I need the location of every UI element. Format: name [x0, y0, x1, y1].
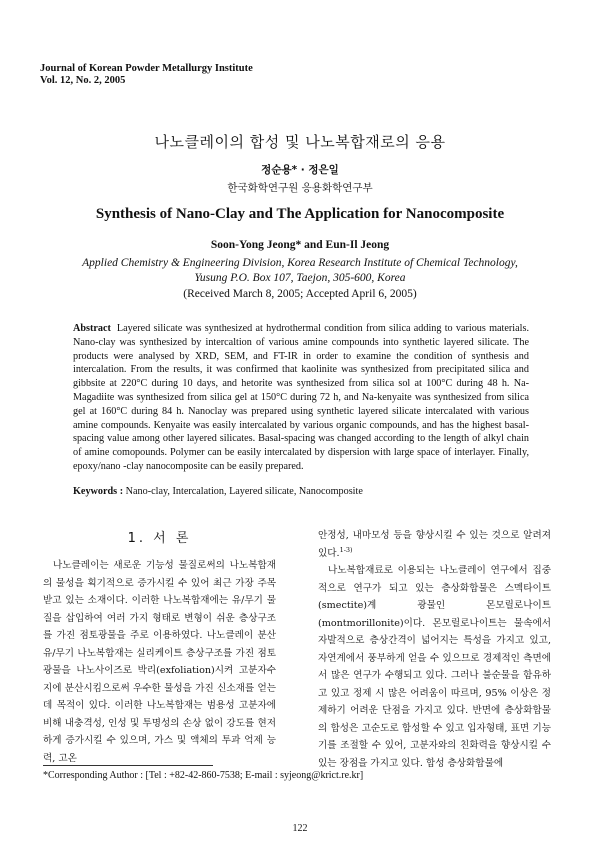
authors-english: Soon-Yong Jeong* and Eun-Il Jeong: [210, 239, 390, 251]
journal-header: [40, 63, 253, 87]
section-heading: 1. 서 론: [127, 531, 192, 546]
keywords-text: Nano-clay, Intercalation, Layered silicate, Nanocomposite: [125, 486, 363, 497]
body-column-right: [318, 527, 551, 772]
journal-volume: Vol. 12, No. 2, 2005: [40, 75, 126, 86]
affiliation-english: [0, 256, 600, 286]
abstract: [73, 322, 529, 474]
affiliation-line-1: Applied Chemistry & Engineering Division, Korea Research Institute of Chemical Technology,: [82, 257, 518, 269]
footnote-divider: [43, 765, 213, 766]
title-english: Synthesis of Nano-Clay and The Application for Nanocomposite: [95, 206, 505, 222]
title-korean: 나노클레이의 합성 및 나노복합재로의 응용: [154, 133, 446, 151]
keywords: [73, 486, 533, 497]
intro-paragraph-1: 나노클레이는 새로운 기능성 물질로써의 나노복합재의 물성을 획기적으로 증가시킬 수 있어 최근 가장 주목받고 있는 소재이다. 이러한 나노복합재에는 유/무기 물질을 삽입하여 여러 가지 형태로 변형이 쉬운 층상구조를 가진 점토광물을 주로 이용하였다. 나노클레이 분산 유/무기 나노복합재는 실리케이트 층상구조를 가진 점토광물을 나노사이즈로 박리(exfoliation)시켜 고분자수지에 분산시킴으로써 우수한 물성을 가진 신소재를 얻는데 목적이 있다. 이러한 나노복합재는 범용성 고분자에 비해 내충격성, 인성 및 투명성의 손상 없이 강도를 현저하게 증가시킬 수 있으며, 가스 및 액체의 투과 억제 능력, 고온: [43, 560, 276, 764]
reference-marker: 1-3): [339, 545, 353, 554]
keywords-label: Keywords :: [73, 486, 124, 497]
received-dates: (Received March 8, 2005; Accepted April 6, 2005): [183, 288, 417, 300]
affiliation-line-2: Yusung P.O. Box 107, Taejon, 305-600, Korea: [194, 272, 406, 284]
body-column-left: [43, 527, 276, 767]
paragraph-text: 안정성, 내마모성 등을 향상시킬 수 있는 것으로 알려져 있다.: [318, 530, 551, 559]
page-number: 122: [292, 823, 308, 834]
intro-paragraph-1-continued: [318, 527, 551, 562]
corresponding-author-footnote: *Corresponding Author : [Tel : +82-42-860-7538; E-mail : syjeong@krict.re.kr]: [43, 770, 364, 781]
affiliation-korean: 한국화학연구원 응용화학연구부: [227, 182, 373, 194]
authors-korean: 정순용* · 정은일: [261, 164, 339, 176]
abstract-text: Layered silicate was synthesized at hydrothermal condition from silica adding to various materials. Nano-clay was synthesized by intercaltion of various amine compounds into synthetic layered silicate. The products were analysed by XRD, SEM, and FT-IR in order to examine the condition of synthesis and intercalation. From the results, it was confirmed that kaolinite was synthesized from precipitated silica and gibbsite at 220°C during 10 days, and hetorite was synthesized from silica sol at 100°C during 48 h. Na-Magadiite was synthesized from silica gel at 150°C during 72 h, and Na-kenyaite was synthesized from silica gel at 160°C during 84 h. Nanoclay was prepared using synthetic layered silicate intercalated with various amine compounds. Kenyaite was easily intercalated by various organic compounds, and has the highest basal-spacing value among other layered silicates. Basal-spacing was changed according to the length of alkyl chain of amine comopounds. Polymer can be easily intercalated by dispersion with large space of interlayer. Finally, epoxy/nano -clay nanocomposite can be easily prepared.: [73, 323, 529, 472]
intro-paragraph-2: 나노복합재료로 이용되는 나노클레이 연구에서 집중적으로 연구가 되고 있는 층상화합물은 스멕타이트(smectite)계 광물인 몬모릴로나이트(montmorillonite)이다. 몬모릴로나이트는 물속에서 자발적으로 층상간격이 넓어지는 특성을 가지고 있고, 자연계에서 풍부하게 얻을 수 있으므로 경제적인 측면에서 많은 연구가 수행되고 있다. 그러나 불순물을 함유하고 있고 정제 시 많은 어려움이 따르며, 95% 이상은 정제하기 어려운 단점을 가지고 있다. 반면에 층상화합물의 합성은 고순도로 합성할 수 있고 입자형태, 표면 기능기를 조절할 수 있어, 고분자와의 친화력을 향상시킬 수 있는 장점을 가지고 있다. 합성 층상화합물에: [318, 565, 551, 769]
abstract-label: Abstract: [73, 323, 111, 334]
journal-name: Journal of Korean Powder Metallurgy Institute: [40, 63, 253, 74]
